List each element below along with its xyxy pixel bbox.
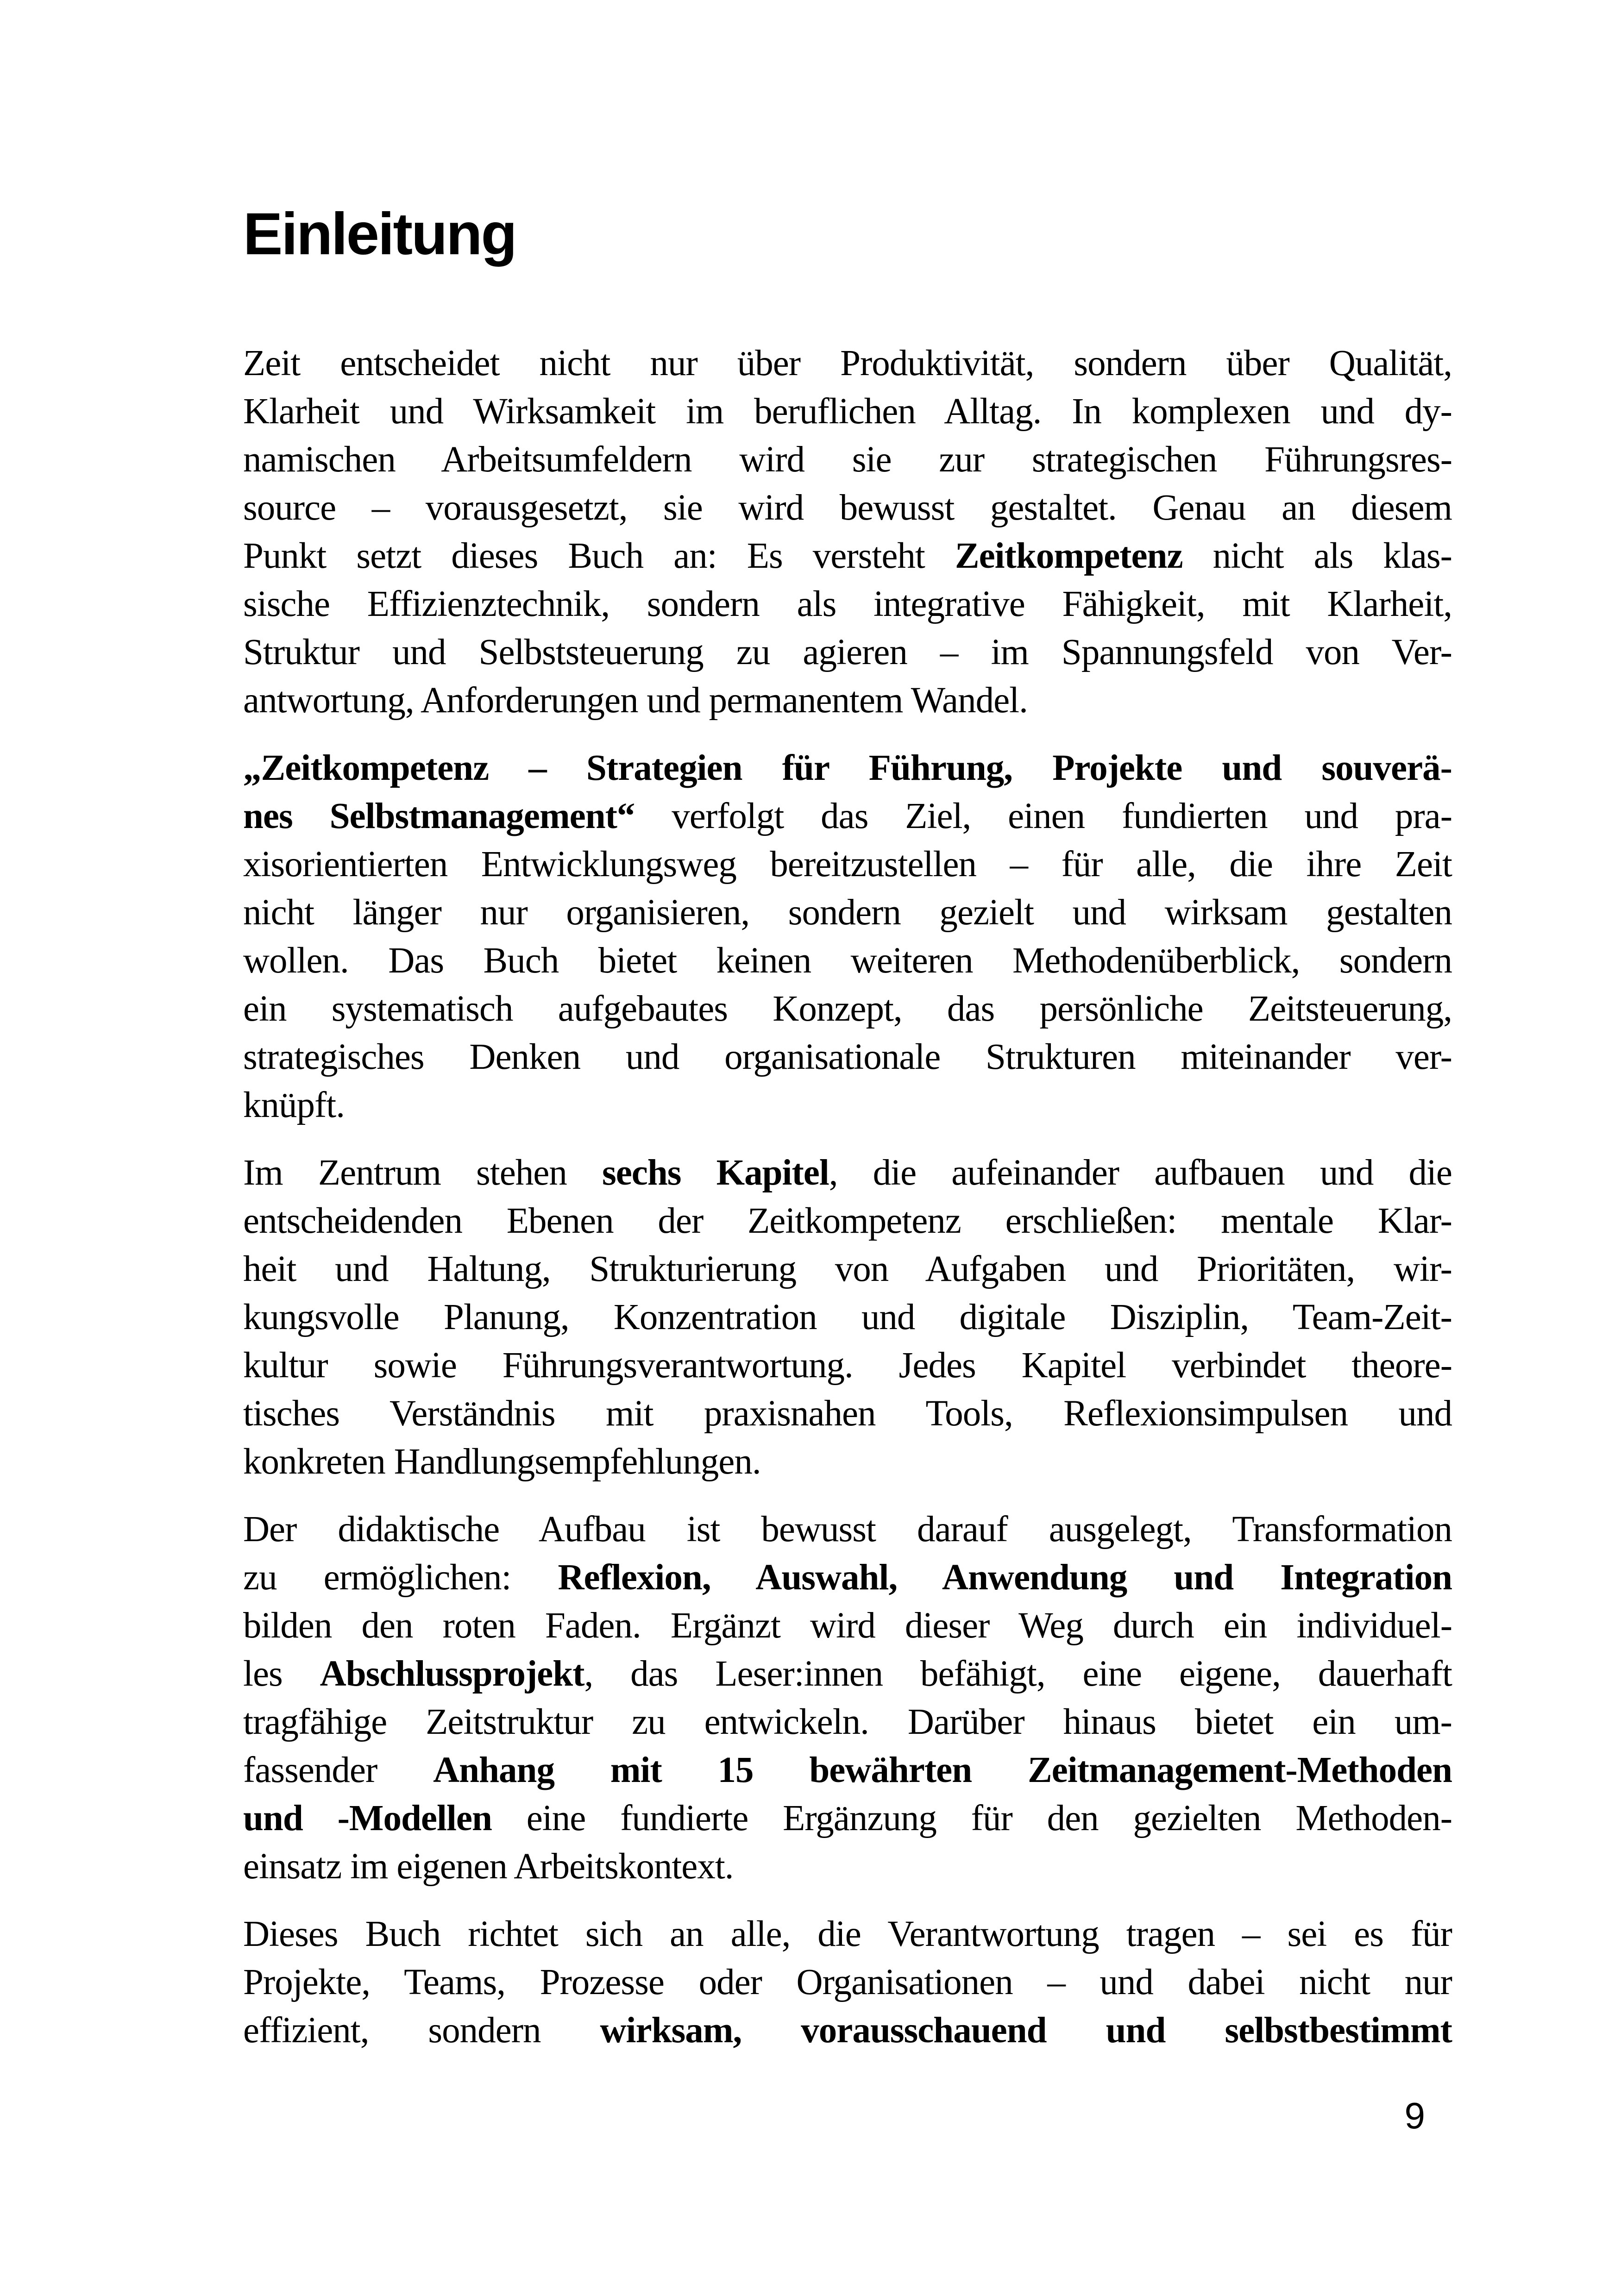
text-run: tragfähige Zeitstruktur zu entwickeln. Darüber hinaus bietet ein um- xyxy=(243,1702,1452,1742)
text-line xyxy=(243,1033,1452,1081)
text-line xyxy=(243,889,1452,937)
text-run: Zeit entscheidet nicht nur über Produktivität, sondern über Qualität, xyxy=(243,343,1452,383)
bold-text-run: wirksam, vorausschauend und selbstbestimmt xyxy=(600,2010,1452,2051)
text-line xyxy=(243,1958,1452,2007)
page-content xyxy=(243,339,1452,2055)
text-line xyxy=(243,628,1452,677)
bold-text-run: Zeitkompetenz xyxy=(955,536,1183,576)
text-line xyxy=(243,339,1452,388)
text-line xyxy=(243,1910,1452,1958)
text-run: namischen Arbeitsumfeldern wird sie zur strategischen Führungsres- xyxy=(243,439,1452,480)
bold-text-run: und -Modellen xyxy=(243,1798,492,1838)
text-run: Projekte, Teams, Prozesse oder Organisationen – und dabei nicht nur xyxy=(243,1962,1452,2002)
paragraph xyxy=(243,1149,1452,1486)
text-run: zu ermöglichen: xyxy=(243,1557,558,1598)
text-line xyxy=(243,1245,1452,1293)
bold-text-run: „Zeitkompetenz – Strategien für Führung, Projekte und souverä- xyxy=(243,748,1452,788)
text-run: antwortung, Anforderungen und permanentem Wandel. xyxy=(243,680,1028,721)
text-line xyxy=(243,484,1452,532)
text-run: verfolgt das Ziel, einen fundierten und pra- xyxy=(635,796,1452,836)
text-line xyxy=(243,1794,1452,1843)
bold-text-run: sechs Kapitel xyxy=(602,1153,829,1193)
text-run: Im Zentrum stehen xyxy=(243,1153,602,1193)
text-line xyxy=(243,744,1452,792)
text-run: heit und Haltung, Strukturierung von Aufgaben und Prioritäten, wir- xyxy=(243,1249,1452,1289)
text-line xyxy=(243,1293,1452,1342)
text-run: strategisches Denken und organisationale Strukturen miteinander ver- xyxy=(243,1037,1452,1077)
text-run: knüpft. xyxy=(243,1085,345,1125)
text-line xyxy=(243,2007,1452,2055)
text-run: tisches Verständnis mit praxisnahen Tools, Reflexionsimpulsen und xyxy=(243,1393,1452,1434)
paragraph xyxy=(243,1910,1452,2055)
text-run: entscheidenden Ebenen der Zeitkompetenz erschließen: mentale Klar- xyxy=(243,1201,1452,1241)
paragraph xyxy=(243,1506,1452,1891)
text-line xyxy=(243,1506,1452,1554)
text-run: eine fundierte Ergänzung für den gezielten Methoden- xyxy=(491,1798,1452,1838)
text-line xyxy=(243,532,1452,580)
text-run: Punkt setzt dieses Buch an: Es versteht xyxy=(243,536,955,576)
text-line xyxy=(243,1390,1452,1438)
text-run: , das Leser:innen befähigt, eine eigene, dauerhaft xyxy=(584,1654,1452,1694)
text-line xyxy=(243,1342,1452,1390)
text-line xyxy=(243,436,1452,484)
text-run: , die aufeinander aufbauen und die xyxy=(829,1153,1452,1193)
text-line xyxy=(243,1698,1452,1746)
text-run: nicht länger nur organisieren, sondern gezielt und wirksam gestalten xyxy=(243,892,1452,933)
text-run: kungsvolle Planung, Konzentration und digitale Disziplin, Team-Zeit- xyxy=(243,1297,1452,1337)
paragraph xyxy=(243,744,1452,1129)
bold-text-run: nes Selbstmanagement“ xyxy=(243,796,635,836)
text-run: fassender xyxy=(243,1750,434,1790)
text-run: ein systematisch aufgebautes Konzept, das persönliche Zeitsteuerung, xyxy=(243,989,1452,1029)
text-run: nicht als klas- xyxy=(1182,536,1452,576)
text-line xyxy=(243,1438,1452,1486)
paragraph xyxy=(243,339,1452,725)
page-title: Einleitung xyxy=(243,201,516,267)
text-run: kultur sowie Führungsverantwortung. Jedes Kapitel verbindet theore- xyxy=(243,1345,1452,1386)
text-line xyxy=(243,985,1452,1033)
text-run: source – vorausgesetzt, sie wird bewusst gestaltet. Genau an diesem xyxy=(243,488,1452,528)
text-line xyxy=(243,1197,1452,1245)
text-line xyxy=(243,388,1452,436)
text-run: Klarheit und Wirksamkeit im beruflichen Alltag. In komplexen und dy- xyxy=(243,391,1452,432)
text-line xyxy=(243,792,1452,841)
text-line xyxy=(243,580,1452,628)
text-run: les xyxy=(243,1654,320,1694)
text-run: konkreten Handlungsempfehlungen. xyxy=(243,1442,761,1482)
text-run: effizient, sondern xyxy=(243,2010,600,2051)
text-line xyxy=(243,677,1452,725)
text-run: xisorientierten Entwicklungsweg bereitzustellen – für alle, die ihre Zeit xyxy=(243,844,1452,885)
text-line xyxy=(243,1081,1452,1129)
page-number: 9 xyxy=(1404,2095,1425,2136)
text-run: Dieses Buch richtet sich an alle, die Verantwortung tragen – sei es für xyxy=(243,1914,1452,1954)
bold-text-run: Reflexion, Auswahl, Anwendung und Integration xyxy=(558,1557,1452,1598)
text-line xyxy=(243,1843,1452,1891)
text-line xyxy=(243,1650,1452,1698)
bold-text-run: Abschlussprojekt xyxy=(320,1654,584,1694)
text-run: einsatz im eigenen Arbeitskontext. xyxy=(243,1846,734,1887)
text-run: wollen. Das Buch bietet keinen weiteren Methodenüberblick, sondern xyxy=(243,941,1452,981)
text-run: bilden den roten Faden. Ergänzt wird dieser Weg durch ein individuel- xyxy=(243,1606,1452,1646)
text-line xyxy=(243,1149,1452,1197)
text-line xyxy=(243,937,1452,985)
text-line xyxy=(243,1746,1452,1794)
text-line xyxy=(243,1602,1452,1650)
text-run: Struktur und Selbststeuerung zu agieren – im Spannungsfeld von Ver- xyxy=(243,632,1452,672)
text-run: Der didaktische Aufbau ist bewusst darauf ausgelegt, Transformation xyxy=(243,1509,1452,1549)
text-line xyxy=(243,841,1452,889)
bold-text-run: Anhang mit 15 bewährten Zeitmanagement-Methoden xyxy=(433,1750,1452,1790)
text-run: sische Effizienztechnik, sondern als integrative Fähigkeit, mit Klarheit, xyxy=(243,584,1452,624)
text-line xyxy=(243,1554,1452,1602)
